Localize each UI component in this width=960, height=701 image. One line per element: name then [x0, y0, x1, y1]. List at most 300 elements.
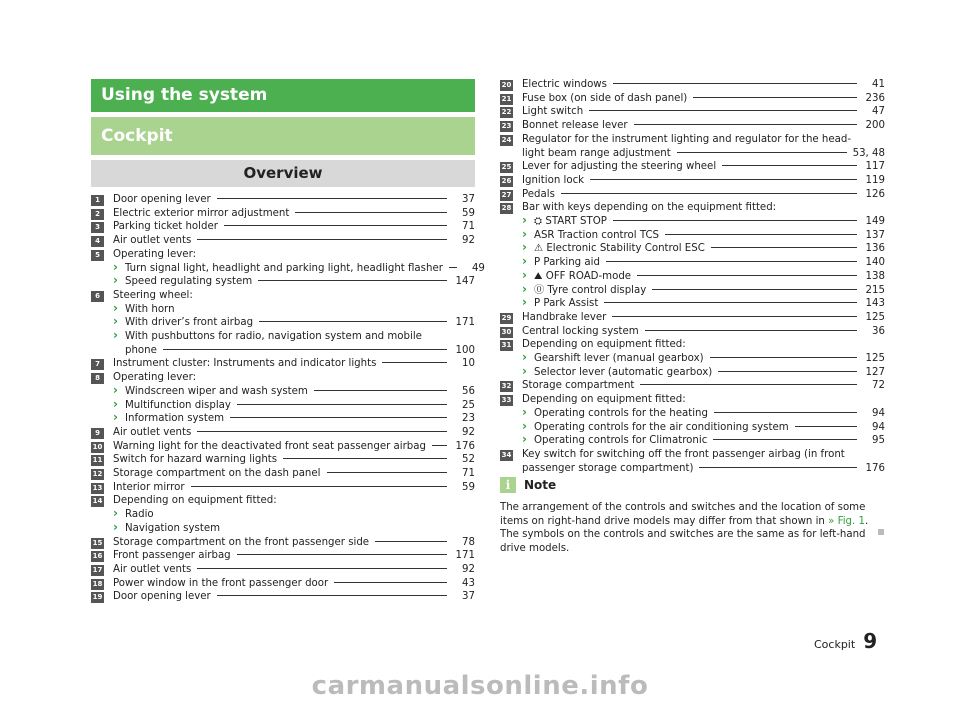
leader-line: [237, 404, 447, 405]
callout-number: 12: [92, 470, 103, 479]
legend-entry: [500, 448, 885, 475]
callout-number: 8: [91, 373, 104, 384]
entry-text: › ASR Traction control TCS: [534, 229, 660, 241]
entry-line: [125, 330, 475, 344]
legend-list-left: [91, 193, 485, 604]
page-ref[interactable]: 117: [865, 161, 885, 173]
page-ref[interactable]: 92: [462, 426, 475, 438]
page-ref[interactable]: 200: [865, 120, 885, 132]
legend-entry: [500, 393, 885, 448]
leader-line: [693, 97, 857, 98]
page-ref[interactable]: 125: [865, 311, 885, 323]
leader-line: [718, 371, 857, 372]
entry-line: [125, 399, 475, 413]
sub-entry: [113, 330, 475, 357]
entry-line: [534, 215, 885, 229]
sub-entry: [113, 316, 475, 330]
entry-line: [125, 316, 475, 330]
sub-entry: [522, 352, 885, 366]
sub-entry: [522, 229, 885, 243]
callout-number: 13: [92, 483, 103, 492]
callout-number: 20: [501, 81, 512, 89]
note-header: [500, 477, 885, 493]
entry-text: › Operating controls for the air conditioning system: [534, 421, 789, 433]
page-ref[interactable]: 43: [462, 577, 475, 589]
entry-text: Interior mirror: [113, 481, 185, 493]
entry-text: Storage compartment on the dash panel: [113, 468, 321, 480]
page-ref[interactable]: 137: [865, 229, 885, 241]
page-ref[interactable]: 25: [462, 399, 475, 411]
callout-number: 3: [91, 222, 104, 233]
leader-line: [382, 362, 447, 363]
entry-text: Door opening lever: [113, 194, 211, 205]
page-number: 9: [863, 629, 878, 653]
page-ref[interactable]: 37: [462, 591, 475, 603]
overview-banner: [91, 160, 475, 187]
leader-line: [711, 247, 857, 248]
leader-line: [237, 554, 447, 555]
legend-entry: [500, 188, 885, 202]
note-text: [500, 501, 885, 555]
legend-list-right: [500, 78, 885, 475]
legend-entry: [91, 207, 475, 221]
entry-text: Switch for hazard warning lights: [113, 454, 278, 466]
page-ref[interactable]: 119: [865, 174, 885, 186]
legend-entry: [500, 105, 885, 119]
legend-entry: [500, 133, 885, 160]
page-ref[interactable]: 138: [865, 270, 885, 282]
sub-entry: [522, 242, 885, 256]
entry-line: [534, 434, 885, 448]
page-ref[interactable]: 78: [462, 536, 475, 548]
entry-line: [113, 549, 475, 563]
leader-line: [561, 193, 857, 194]
entry-line: [534, 352, 885, 366]
sub-entry: [522, 434, 885, 448]
page-ref[interactable]: 126: [865, 188, 885, 200]
page-ref[interactable]: 72: [872, 380, 885, 392]
page-ref[interactable]: 71: [462, 221, 475, 233]
entry-text: › P Park Assist: [534, 298, 599, 310]
callout-number: 28: [501, 204, 512, 213]
legend-entry: [500, 78, 885, 92]
entry-text: › Operating controls for the heating: [534, 407, 708, 419]
callout-number: 4: [91, 236, 104, 247]
entry-text: Regulator for the instrument lighting and regulator for the head-: [522, 133, 852, 145]
entry-text: passenger storage compartment): [522, 462, 694, 474]
entry-line: [113, 289, 475, 303]
entry-line: [113, 371, 475, 385]
entry-line: [522, 311, 885, 325]
legend-entry: [91, 426, 475, 440]
entry-line: [113, 426, 475, 440]
leader-line: [191, 486, 447, 487]
leader-line: [612, 316, 857, 317]
leader-line: [665, 234, 857, 235]
entry-text: Ignition lock: [522, 174, 585, 186]
legend-entry: [91, 357, 475, 371]
entry-line: [113, 577, 475, 591]
legend-entry: [500, 160, 885, 174]
callout-number: 34: [501, 450, 512, 459]
entry-line: [113, 234, 475, 248]
sub-entry: [113, 303, 475, 317]
leader-line: [432, 445, 447, 446]
callout-number: 31: [501, 341, 512, 350]
page-ref[interactable]: 10: [462, 358, 475, 370]
legend-entry: [91, 453, 475, 467]
entry-line: [113, 357, 475, 371]
entry-line: [125, 275, 475, 289]
page-ref[interactable]: 53, 48: [852, 147, 885, 159]
entry-text: Air outlet vents: [113, 563, 192, 575]
entry-text: › Windscreen wiper and wash system: [125, 385, 308, 397]
entry-line: [125, 385, 475, 399]
note-text-part: . The symbols on the controls and switches are the same as for left-hand drive models.: [500, 515, 869, 554]
callout-number: 32: [501, 382, 512, 391]
sub-entry: [522, 270, 885, 284]
sub-entry: [522, 215, 885, 229]
callout-number: 27: [501, 190, 512, 199]
entry-line: [522, 133, 885, 147]
note-box: [500, 477, 885, 555]
callout-number: 21: [501, 94, 512, 103]
callout-number: 24: [501, 135, 512, 144]
entry-line: [113, 207, 475, 221]
leader-line: [795, 426, 857, 427]
leader-line: [197, 568, 447, 569]
chapter-title: Cockpit: [101, 126, 173, 146]
entry-line: [522, 188, 885, 202]
legend-entry: [91, 467, 475, 481]
entry-text: › Information system: [125, 413, 225, 425]
entry-text: Air outlet vents: [113, 426, 192, 438]
entry-text: › ⚠ Electronic Stability Control ESC: [534, 243, 705, 255]
leader-line: [722, 165, 857, 166]
page-ref[interactable]: 147: [455, 276, 475, 288]
leader-line: [637, 275, 857, 276]
legend-entry: [91, 193, 475, 207]
leader-line: [613, 83, 857, 84]
sub-entry: [113, 522, 475, 536]
entry-line: [522, 448, 885, 462]
entry-line: [534, 270, 885, 284]
entry-line: [113, 536, 475, 550]
legend-entry: [91, 549, 475, 563]
entry-text: Storage compartment: [522, 380, 635, 392]
entry-line: [522, 201, 885, 215]
page-ref[interactable]: 37: [462, 194, 475, 205]
callout-number: 29: [501, 313, 512, 322]
legend-entry: [91, 289, 475, 358]
leader-line: [710, 357, 857, 358]
callout-number: 22: [501, 108, 512, 117]
page-ref[interactable]: 95: [872, 435, 885, 447]
legend-entry: [500, 174, 885, 188]
page-ref[interactable]: 92: [462, 235, 475, 247]
section-banner: [91, 79, 475, 112]
callout-number: 11: [92, 456, 103, 465]
entry-text: Bonnet release lever: [522, 120, 628, 132]
callout-number: 7: [91, 359, 104, 370]
entry-text: › Radio: [125, 509, 154, 521]
callout-number: 9: [91, 428, 104, 439]
entry-text: › ⛭ START STOP: [534, 216, 607, 228]
figure-link[interactable]: » Fig. 1: [828, 515, 865, 527]
entry-line: [125, 344, 475, 358]
leader-line: [217, 198, 447, 199]
leader-line: [634, 124, 857, 125]
callout-number: 16: [92, 552, 103, 561]
entry-line: [522, 105, 885, 119]
leader-line: [713, 439, 857, 440]
leader-line: [217, 595, 447, 596]
entry-line: [113, 563, 475, 577]
sub-entry: [522, 284, 885, 298]
page-ref[interactable]: 56: [462, 385, 475, 397]
entry-text: Warning light for the deactivated front seat passenger airbag: [113, 440, 426, 452]
callout-number: 26: [501, 176, 512, 185]
page-ref[interactable]: 176: [455, 440, 475, 452]
leader-line: [714, 412, 857, 413]
entry-text: › Turn signal light, headlight and parking light, headlight flasher: [125, 262, 443, 274]
entry-text: Lever for adjusting the steering wheel: [522, 161, 717, 173]
legend-entry: [500, 92, 885, 106]
page-ref[interactable]: 236: [865, 92, 885, 104]
entry-text: Instrument cluster: Instruments and indicator lights: [113, 358, 377, 370]
page-ref[interactable]: 92: [462, 563, 475, 575]
entry-line: [522, 78, 885, 92]
leader-line: [224, 225, 447, 226]
callout-number: 25: [501, 163, 512, 172]
sub-entry: [522, 421, 885, 435]
entry-line: [534, 297, 885, 311]
entry-line: [534, 242, 885, 256]
leader-line: [334, 582, 447, 583]
legend-entry: [91, 577, 475, 591]
leader-line: [449, 267, 457, 268]
entry-line: [534, 284, 885, 298]
entry-text: Pedals: [522, 188, 555, 200]
leader-line: [606, 261, 857, 262]
page-ref[interactable]: 59: [462, 207, 475, 219]
page-ref[interactable]: 94: [872, 421, 885, 433]
entry-line: [113, 481, 475, 495]
entry-text: Operating lever:: [113, 248, 197, 260]
callout-number: 18: [92, 579, 103, 588]
page-ref[interactable]: 36: [872, 325, 885, 337]
legend-entry: [500, 311, 885, 325]
watermark: carmanualsonline.info: [311, 671, 649, 701]
entry-line: [113, 220, 475, 234]
overview-title: Overview: [243, 164, 323, 182]
page-ref[interactable]: 59: [462, 481, 475, 493]
entry-text: › ⓪ Tyre control display: [534, 284, 647, 296]
page-ref[interactable]: 49: [471, 262, 485, 274]
entry-text: Electric windows: [522, 79, 607, 90]
page-ref[interactable]: 100: [455, 344, 475, 356]
entry-text: › With horn: [125, 303, 175, 315]
entry-line: [113, 193, 475, 207]
entry-text: › With pushbuttons for radio, navigation system and mobile: [125, 331, 422, 343]
legend-entry: [91, 563, 475, 577]
chapter-banner: [91, 117, 475, 155]
entry-text: Handbrake lever: [522, 311, 607, 323]
entry-text: Light switch: [522, 106, 584, 118]
callout-number: 14: [92, 497, 103, 506]
leader-line: [197, 239, 447, 240]
legend-entry: [91, 590, 475, 604]
page-ref[interactable]: 127: [865, 366, 885, 378]
legend-entry: [91, 371, 475, 426]
entry-line: [113, 453, 475, 467]
leader-line: [197, 431, 447, 432]
page-ref[interactable]: 171: [455, 550, 475, 562]
leader-line: [314, 390, 447, 391]
page-ref[interactable]: 176: [865, 462, 885, 474]
legend-entry: [91, 536, 475, 550]
sub-entry: [113, 275, 475, 289]
entry-text: › ⛰ OFF ROAD-mode: [534, 270, 632, 282]
entry-line: [522, 393, 885, 407]
entry-line: [113, 440, 475, 454]
entry-line: [125, 262, 485, 276]
page-ref[interactable]: 136: [865, 243, 885, 255]
entry-line: [534, 229, 885, 243]
callout-number: 1: [91, 195, 104, 206]
entry-text: Bar with keys depending on the equipment fitted:: [522, 202, 777, 214]
entry-text: Depending on equipment fitted:: [522, 394, 686, 406]
callout-number: 33: [501, 396, 512, 405]
section-title: Using the system: [101, 85, 268, 105]
leader-line: [327, 472, 448, 473]
entry-text: Central locking system: [522, 325, 639, 337]
entry-text: › Navigation system: [125, 522, 221, 534]
entry-text: Steering wheel:: [113, 289, 193, 301]
entry-text: Depending on equipment fitted:: [113, 495, 277, 507]
legend-entry: [91, 494, 475, 535]
page-ref[interactable]: 23: [462, 413, 475, 425]
legend-entry: [91, 248, 485, 289]
leader-line: [259, 321, 447, 322]
entry-text: › With driver’s front airbag: [125, 317, 254, 329]
entry-line: [125, 303, 475, 317]
sub-entry: [113, 262, 485, 276]
entry-line: [522, 325, 885, 339]
entry-line: [534, 256, 885, 270]
entry-line: [113, 248, 475, 262]
entry-line: [522, 92, 885, 106]
entry-line: [522, 338, 885, 352]
leader-line: [230, 417, 447, 418]
entry-text: Power window in the front passenger door: [113, 577, 329, 589]
callout-number: 19: [92, 593, 103, 602]
callout-number: 30: [501, 327, 512, 336]
entry-text: Depending on equipment fitted:: [522, 339, 686, 351]
entry-text: › Speed regulating system: [125, 276, 253, 288]
entry-text: light beam range adjustment: [522, 147, 671, 159]
sub-entry: [113, 508, 475, 522]
note-text-part: The arrangement of the controls and switches and the location of some items on right-hand drive models may differ from that shown in: [500, 502, 866, 527]
leader-line: [604, 302, 857, 303]
sub-entry: [522, 297, 885, 311]
sub-entry: [522, 407, 885, 421]
entry-text: › Selector lever (automatic gearbox): [534, 366, 713, 378]
leader-line: [590, 179, 857, 180]
entry-text: Air outlet vents: [113, 235, 192, 247]
callout-number: 2: [91, 209, 104, 220]
page-ref[interactable]: 171: [455, 317, 475, 329]
footer-title: Cockpit: [814, 638, 856, 651]
entry-text: Electric exterior mirror adjustment: [113, 207, 290, 219]
entry-line: [522, 379, 885, 393]
legend-entry: [500, 338, 885, 379]
legend-entry: [91, 234, 475, 248]
leader-line: [283, 458, 447, 459]
sub-entry: [113, 412, 475, 426]
sub-entry: [113, 385, 475, 399]
entry-line: [113, 590, 475, 604]
leader-line: [375, 541, 447, 542]
entry-line: [125, 508, 475, 522]
entry-text: Front passenger airbag: [113, 550, 231, 562]
entry-line: [522, 119, 885, 133]
callout-number: 10: [92, 442, 103, 451]
legend-entry: [500, 379, 885, 393]
leader-line: [163, 349, 447, 350]
page-ref[interactable]: 41: [872, 79, 885, 90]
callout-number: 6: [91, 291, 104, 302]
leader-line: [645, 330, 857, 331]
page-ref[interactable]: 149: [865, 216, 885, 228]
callout-number: 5: [91, 250, 104, 261]
callout-number: 15: [92, 538, 103, 547]
legend-entry: [91, 220, 475, 234]
entry-text: Storage compartment on the front passenger side: [113, 536, 370, 548]
entry-line: [113, 467, 475, 481]
entry-line: [534, 366, 885, 380]
page-ref[interactable]: 215: [865, 284, 885, 296]
page-ref[interactable]: 94: [872, 407, 885, 419]
legend-entry: [500, 325, 885, 339]
leader-line: [589, 110, 857, 111]
entry-line: [522, 147, 885, 161]
page-ref[interactable]: 125: [865, 353, 885, 365]
page-ref[interactable]: 47: [872, 106, 885, 118]
entry-text: › Multifunction display: [125, 399, 231, 411]
entry-text: › P Parking aid: [534, 257, 600, 269]
legend-entry: [500, 201, 885, 311]
entry-line: [125, 522, 475, 536]
info-icon: i: [500, 477, 516, 493]
entry-text: Operating lever:: [113, 372, 197, 384]
entry-line: [522, 174, 885, 188]
entry-text: Fuse box (on side of dash panel): [522, 92, 688, 104]
leader-line: [295, 212, 447, 213]
leader-line: [677, 152, 847, 153]
entry-line: [113, 494, 475, 508]
page-ref[interactable]: 71: [462, 468, 475, 480]
entry-text: Door opening lever: [113, 591, 211, 603]
entry-line: [125, 412, 475, 426]
sub-entry: [113, 399, 475, 413]
legend-entry: [500, 119, 885, 133]
page-ref[interactable]: 143: [865, 298, 885, 310]
page-ref[interactable]: 52: [462, 454, 475, 466]
callout-number: 23: [501, 122, 512, 131]
entry-text: › Gearshift lever (manual gearbox): [534, 353, 704, 365]
page-ref[interactable]: 140: [865, 257, 885, 269]
